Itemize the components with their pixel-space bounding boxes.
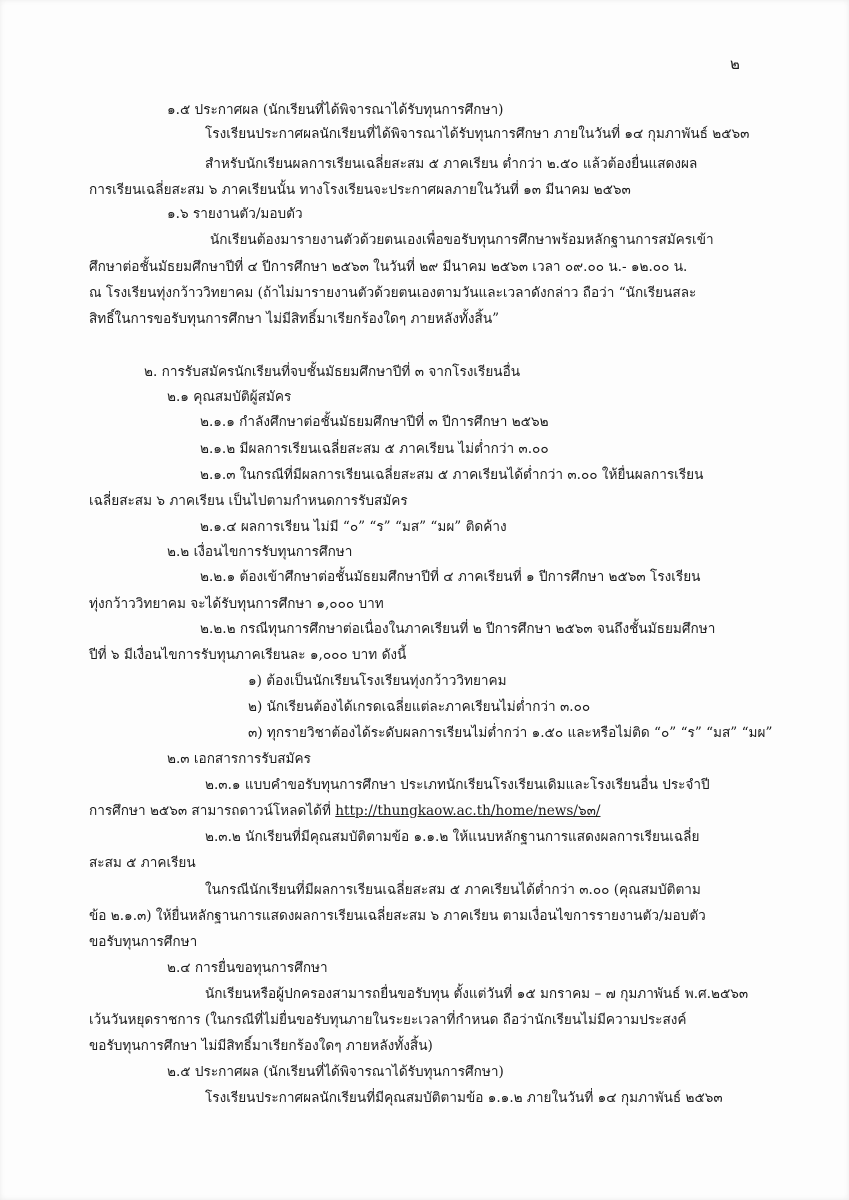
paragraph-line: ปีที่ ๖ มีเงื่อนไขการรับทุนภาคเรียนละ ๑,๐๐๐ บาท ดังนี้ (89, 647, 407, 663)
paragraph-line: ในกรณีนักเรียนที่มีผลการเรียนเฉลี่ยสะสม ๕ ภาคเรียนได้ต่ำกว่า ๓.๐๐ (คุณสมบัติตาม (205, 882, 701, 898)
paragraph-line: เฉลี่ยสะสม ๖ ภาคเรียน เป็นไปตามกำหนดการรับสมัคร (89, 493, 408, 509)
paragraph-line: นักเรียนหรือผู้ปกครองสามารถยื่นขอรับทุน ตั้งแต่วันที่ ๑๕ มกราคม – ๗ กุมภาพันธ์ พ.ศ.๒๕๖๓ (205, 986, 749, 1002)
paragraph-line: สิทธิ์ในการขอรับทุนการศึกษา ไม่มีสิทธิ์มาเรียกร้องใดๆ ภายหลังทั้งสิ้น” (89, 311, 500, 327)
item-2-3-1: ๒.๓.๑ แบบคำขอรับทุนการศึกษา ประเภทนักเรียนโรงเรียนเดิมและโรงเรียนอื่น ประจำปี (205, 777, 710, 793)
condition-3: ๓) ทุกรายวิชาต้องได้ระดับผลการเรียนไม่ต่ำกว่า ๑.๕๐ และหรือไม่ติด “๐” “ร” “มส” “มผ” (248, 725, 773, 741)
download-link[interactable]: http://thungkaow.ac.th/home/news/๖๓/ (335, 803, 601, 819)
item-2-2-2: ๒.๒.๒ กรณีทุนการศึกษาต่อเนื่องในภาคเรียนที่ ๒ ปีการศึกษา ๒๕๖๓ จนถึงชั้นมัธยมศึกษา (200, 621, 716, 637)
paragraph-line: โรงเรียนประกาศผลนักเรียนที่มีคุณสมบัติตามข้อ ๑.๑.๒ ภายในวันที่ ๑๔ กุมภาพันธ์ ๒๕๖๓ (205, 1090, 723, 1106)
heading-2-5: ๒.๕ ประกาศผล (นักเรียนที่ได้พิจารณาได้รับทุนการศึกษา) (167, 1064, 504, 1080)
paragraph-line: สำหรับนักเรียนผลการเรียนเฉลี่ยสะสม ๕ ภาคเรียน ต่ำกว่า ๒.๕๐ แล้วต้องยื่นแสดงผล (205, 156, 698, 172)
heading-2-1: ๒.๑ คุณสมบัติผู้สมัคร (167, 389, 292, 405)
paragraph-line: เว้นวันหยุดราชการ (ในกรณีที่ไม่ยื่นขอรับทุนภายในระยะเวลาที่กำหนด ถือว่านักเรียนไม่มีความประสงค์ (89, 1012, 687, 1028)
item-2-1-3: ๒.๑.๓ ในกรณีที่มีผลการเรียนเฉลี่ยสะสม ๕ ภาคเรียนได้ต่ำกว่า ๓.๐๐ ให้ยื่นผลการเรียน (200, 467, 704, 483)
item-2-1-2: ๒.๑.๒ มีผลการเรียนเฉลี่ยสะสม ๕ ภาคเรียน ไม่ต่ำกว่า ๓.๐๐ (200, 441, 549, 457)
item-2-1-1: ๒.๑.๑ กำลังศึกษาต่อชั้นมัธยมศึกษาปีที่ ๓ ปีการศึกษา ๒๕๖๒ (200, 414, 549, 430)
paragraph-line: ศึกษาต่อชั้นมัธยมศึกษาปีที่ ๔ ปีการศึกษา ๒๕๖๓ ในวันที่ ๒๙ มีนาคม ๒๕๖๓ เวลา ๐๙.๐๐ น.- ๑๒.๐๐ น. (89, 259, 688, 275)
paragraph-line: ขอรับทุนการศึกษา (89, 934, 198, 950)
paragraph-line: ขอรับทุนการศึกษา ไม่มีสิทธิ์มาเรียกร้องใดๆ ภายหลังทั้งสิ้น) (89, 1038, 433, 1054)
paragraph-line: ณ โรงเรียนทุ่งกว้าววิทยาคม (ถ้าไม่มารายงานตัวด้วยตนเองตามวันและเวลาดังกล่าว ถือว่า “นักเรียนสละ (89, 285, 697, 301)
page-number: ๒ (730, 55, 740, 73)
item-2-2-1: ๒.๒.๑ ต้องเข้าศึกษาต่อชั้นมัธยมศึกษาปีที่ ๔ ภาคเรียนที่ ๑ ปีการศึกษา ๒๕๖๓ โรงเรียน (200, 569, 701, 585)
heading-1-6: ๑.๖ รายงานตัว/มอบตัว (167, 206, 303, 222)
paragraph-line (89, 801, 600, 821)
heading-section-2: ๒. การรับสมัครนักเรียนที่จบชั้นมัธยมศึกษาปีที่ ๓ จากโรงเรียนอื่น (144, 364, 521, 380)
item-2-1-4: ๒.๑.๔ ผลการเรียน ไม่มี “๐” “ร” “มส” “มผ” ติดค้าง (200, 519, 507, 535)
item-2-3-2: ๒.๓.๒ นักเรียนที่มีคุณสมบัติตามข้อ ๑.๑.๒ ให้แนบหลักฐานการแสดงผลการเรียนเฉลี่ย (205, 829, 700, 845)
paragraph-line: ทุ่งกว้าววิทยาคม จะได้รับทุนการศึกษา ๑,๐๐๐ บาท (89, 596, 384, 612)
paragraph-line: การเรียนเฉลี่ยสะสม ๖ ภาคเรียนนั้น ทางโรงเรียนจะประกาศผลภายในวันที่ ๑๓ มีนาคม ๒๕๖๓ (89, 182, 631, 198)
paragraph-line: สะสม ๕ ภาคเรียน (89, 855, 196, 871)
condition-1: ๑) ต้องเป็นนักเรียนโรงเรียนทุ่งกว้าววิทยาคม (248, 673, 507, 689)
paragraph-line: โรงเรียนประกาศผลนักเรียนที่ได้พิจารณาได้รับทุนการศึกษา ภายในวันที่ ๑๔ กุมภาพันธ์ ๒๕๖๓ (205, 126, 750, 142)
download-text: การศึกษา ๒๕๖๓ สามารถดาวน์โหลดได้ที่ (89, 803, 336, 819)
paragraph-line: ข้อ ๒.๑.๓) ให้ยื่นหลักฐานการแสดงผลการเรียนเฉลี่ยสะสม ๖ ภาคเรียน ตามเงื่อนไขการรายงานตัว/มอบตัว (89, 908, 706, 924)
heading-1-5: ๑.๕ ประกาศผล (นักเรียนที่ได้พิจารณาได้รับทุนการศึกษา) (167, 102, 504, 118)
paragraph-line: นักเรียนต้องมารายงานตัวด้วยตนเองเพื่อขอรับทุนการศึกษาพร้อมหลักฐานการสมัครเข้า (210, 232, 714, 248)
heading-2-4: ๒.๔ การยื่นขอทุนการศึกษา (167, 960, 328, 976)
condition-2: ๒) นักเรียนต้องได้เกรดเฉลี่ยแต่ละภาคเรียนไม่ต่ำกว่า ๓.๐๐ (248, 699, 591, 715)
heading-2-2: ๒.๒ เงื่อนไขการรับทุนการศึกษา (167, 544, 353, 560)
heading-2-3: ๒.๓ เอกสารการรับสมัคร (167, 751, 311, 767)
